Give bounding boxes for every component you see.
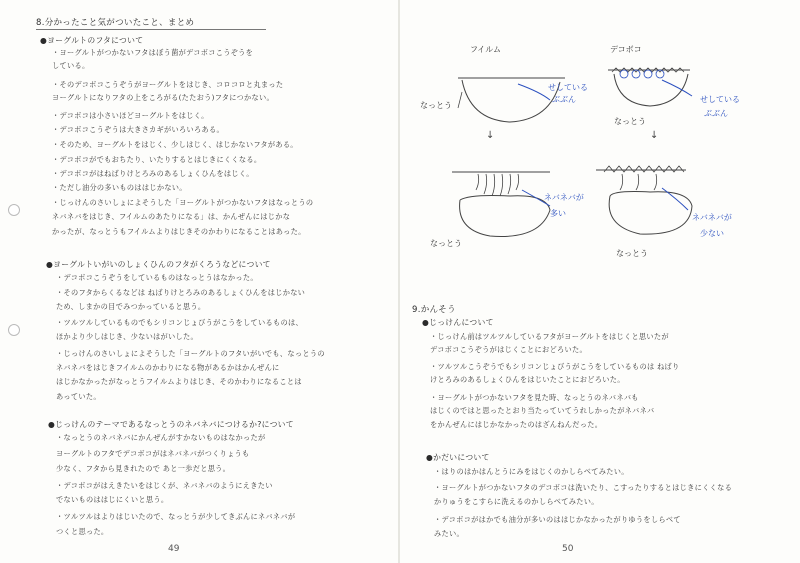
binder-hole	[8, 324, 20, 336]
text-line: ヨーグルトのフタでデコボコがはネバネバがつくりょうも	[56, 449, 250, 458]
text-line: ・ツルツルこうぞうでもシリコンじょびうがこうをしているものは ねばり	[430, 362, 680, 371]
title-underline	[36, 29, 266, 30]
text-line: ・デコボコがはねばりけとろみのあるしょくひんをはじく。	[52, 169, 254, 178]
down-arrow-icon: ↓	[650, 130, 659, 141]
text-line: ・デコボコがはえきたいをはじくが、ネバネバのようにえきたい	[56, 481, 273, 490]
text-line: はじかなかったがなっとうフイルムよりはじき、そのかわりになることは	[56, 377, 302, 386]
text-line: つくと思った。	[56, 527, 109, 536]
text-line: はじくのではと思ったとおり当たっていてうれしかったがネバネバ	[430, 406, 655, 415]
text-line: している。	[52, 61, 90, 70]
text-line: ・デコボコこうぞうは大きさカギがいろいろある。	[52, 125, 224, 134]
text-line: かったが、なっとうもフイルムよりはじきそのかわりになることはあった。	[52, 227, 306, 236]
text-line: ・そのフタからくるなどは ねばりけとろみのあるしょくひんをはじかない	[56, 288, 306, 297]
text-line: ・デコボコがはかでも油分が多いのははじかなかったがりゆうをしらべて	[434, 515, 681, 524]
text-line: ・デコボコがでもおちたり、いたりするとはじきにくくなる。	[52, 155, 262, 164]
right-page	[400, 0, 800, 563]
page-number: 49	[168, 544, 180, 554]
natto-label: なっとう	[616, 249, 648, 258]
text-line: ・ヨーグルトがつかないフタを見た時、なっとうのネバネバも	[430, 393, 639, 402]
film-label: フイルム	[470, 45, 501, 54]
text-line: ・ヨーグルトがつかないフタのデコボコは洗いたり、こすったりするとはじきにくくなる	[434, 483, 733, 492]
natto-label: なっとう	[614, 117, 646, 126]
text-line: ・じっけんのさいしょによそうした「ヨーグルトのフタいがいでも、なっとうの	[56, 349, 325, 358]
binder-hole	[8, 204, 20, 216]
text-line: あっていた。	[56, 392, 101, 401]
sticky-strands	[476, 174, 519, 196]
text-line: かりゅうをこすらに洗えるのかしらべてみたい。	[434, 497, 599, 506]
section-heading: ●かだいについて	[426, 453, 490, 462]
text-line: ・なっとうのネバネバにかんぜんがすかないものはなかったが	[56, 433, 266, 442]
text-line: ・デコボコは小さいほどヨーグルトをはじく。	[52, 111, 209, 120]
left-page-title: 8.分かったこと気がついたこと、まとめ	[36, 18, 195, 28]
neba-sukunai-label: ネバネバが	[692, 213, 732, 222]
section-subheading: ●じっけんについて	[422, 318, 494, 327]
dekoboko-label: デコボコ	[610, 45, 642, 54]
down-arrow-icon: ↓	[486, 130, 495, 141]
text-line: ・ツルツルはよりはじいたので、なっとうが少してきぶんにネバネバが	[56, 512, 296, 521]
text-line: ・はりのはかはんとうにみをはじくのかしらべてみたい。	[434, 467, 629, 476]
bubun-label: ぶぶん	[552, 95, 576, 104]
text-line: みたい。	[434, 529, 464, 538]
text-line: をかんぜんにはじかなかったのはざんねんだった。	[430, 420, 603, 429]
natto-blob	[462, 80, 560, 122]
bubun-label: ぶぶん	[704, 109, 728, 118]
text-line: ネバネバをはじき、フイルムのあたりになる」は、かんぜんにはじかな	[52, 212, 291, 221]
film-vs-dekoboko-diagram	[400, 0, 800, 300]
neba-ooi-label: 多い	[550, 209, 566, 218]
text-line: ・ヨーグルトがつかないフタはぼう菌がデコボコこうぞうを	[52, 48, 254, 57]
section-heading: 9.かんそう	[412, 305, 456, 315]
text-line: ・デコボコこうぞうをしているものはなっとうはなかった。	[56, 273, 258, 282]
left-page	[0, 0, 398, 563]
text-line: ・じっけん前はツルツルしているフタがヨーグルトをはじくと思いたが	[430, 332, 669, 341]
text-line: ため、しまかの目でみつかっていると思う。	[56, 302, 206, 311]
text-line: ・そのデコボコこうぞうがヨーグルトをはじき、コロコロと丸まった	[52, 80, 284, 89]
seshiteiru-label: せしている	[548, 83, 588, 92]
natto-label: なっとう	[430, 239, 462, 248]
text-line: ・ツルツルしているものでもシリコンじょびうがこうをしているものは、	[56, 318, 303, 327]
section-heading: ●ヨーグルトのフタについて	[40, 36, 144, 45]
text-line: デコボコこうぞうがはじくことにおどろいた。	[430, 345, 587, 354]
text-line: ・そのため、ヨーグルトをはじく、少しはじく、はじかないフタがある。	[52, 140, 298, 149]
section-heading: ●ヨーグルトいがいのしょくひんのフタがくろうなどについて	[46, 260, 271, 269]
text-line: 少なく、フタから見きれたので あと一歩だと思う。	[56, 464, 231, 473]
text-line: でないものははじにくいと思う。	[56, 495, 169, 504]
natto-label: なっとう	[420, 101, 452, 110]
page-number: 50	[562, 544, 574, 554]
neba-ooi-label: ネバネバが	[544, 193, 584, 202]
text-line: ・じっけんのさいしょによそうした「ヨーグルトがつかないフタはなっとうの	[52, 198, 314, 207]
section-heading: ●じっけんのテーマであるなっとうのネバネバにつけるか?について	[48, 420, 294, 429]
seshiteiru-label: せしている	[700, 95, 740, 104]
text-line: ヨーグルトになりフタの上をころがる(たたおう)フタにつかない。	[52, 93, 274, 102]
text-line: ・ただし油分の多いものははじかない。	[52, 183, 187, 192]
text-line: ネバネバをはじきフイルムのかわりになる物があるかはかんぜんに	[56, 363, 280, 372]
text-line: けとろみのあるしょくひんをはじいたことにおどろいた。	[430, 375, 625, 384]
neba-sukunai-label: 少ない	[700, 229, 724, 238]
text-line: ほかより少しはじき、少ないはがいした。	[56, 332, 198, 341]
